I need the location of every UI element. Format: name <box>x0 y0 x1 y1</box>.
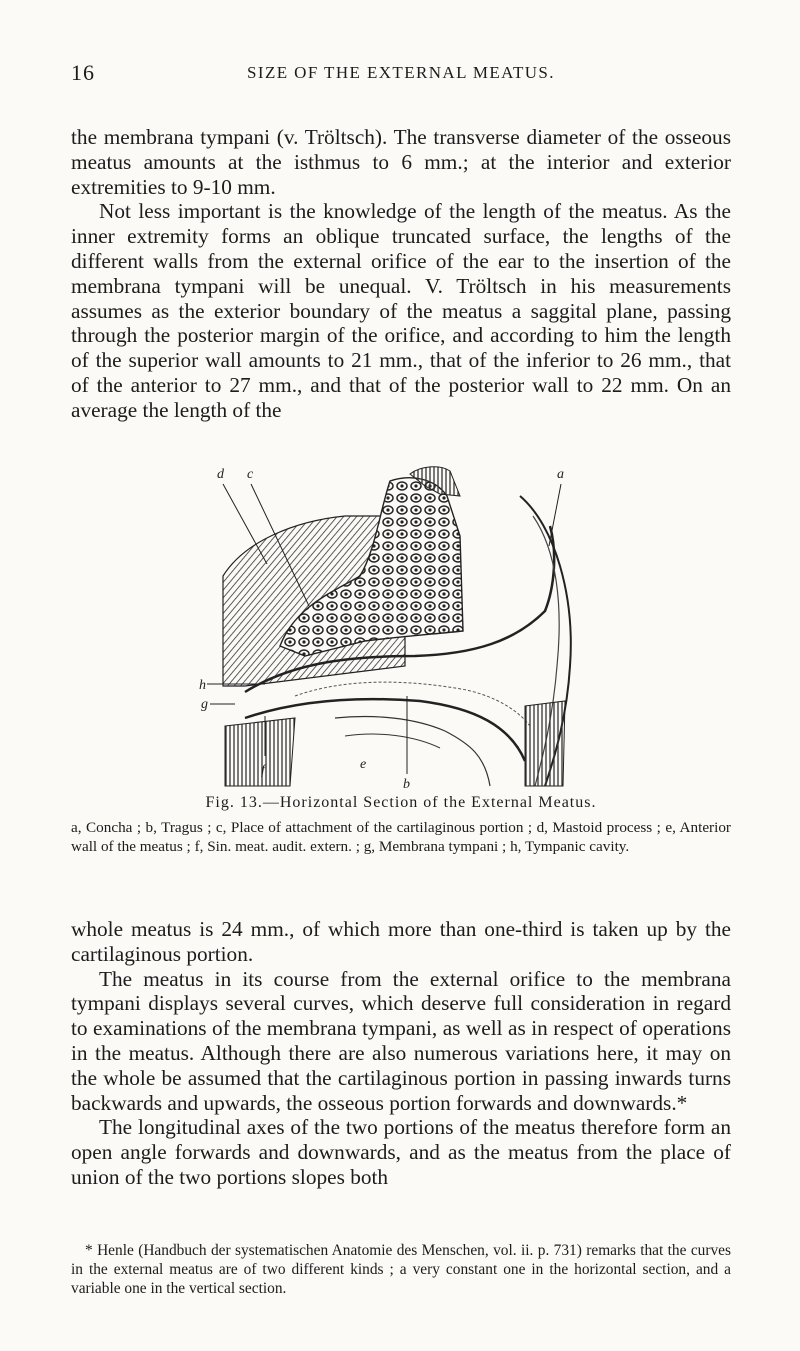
figure-label-d: d <box>217 467 224 482</box>
figure-label-g: g <box>201 697 208 712</box>
figure-label-e: e <box>360 757 367 772</box>
paragraph: The longitudinal axes of the two portions of the meatus therefore form an open angle forwards and downwards, and as the meatus from the place of union of the two portions slopes both <box>71 1115 731 1189</box>
figure-label-f: f <box>261 763 265 778</box>
figure-label-h: h <box>199 678 206 693</box>
page-header <box>71 60 731 90</box>
paragraph: whole meatus is 24 mm., of which more than one-third is taken up by the cartilaginous portion. <box>71 917 731 966</box>
footnote: * Henle (Handbuch der systematischen Anatomie des Menschen, vol. ii. p. 731) remarks that the curves in the external meatus are of two different kinds ; a very constant one in the horizontal section, and a variable one in the vertical section. <box>71 1242 731 1297</box>
figure-label-b: b <box>403 777 410 790</box>
page-number: 16 <box>71 60 95 85</box>
figure-title: Fig. 13.—Horizontal Section of the External Meatus. <box>205 794 597 811</box>
paragraph: the membrana tympani (v. Tröltsch). The transverse diameter of the osseous meatus amounts at the isthmus to 6 mm.; at the interior and exterior extremities to 9-10 mm. <box>71 125 731 199</box>
body-text-lower <box>71 917 731 1190</box>
paragraph: The meatus in its course from the external orifice to the membrana tympani displays several curves, which deserve full consideration in regard to examinations of the membrana tympani, as well as in respect of operations in the meatus. Although there are also numerous variations here, it may on the whole be assumed that the cartilaginous portion in passing inwards turns backwards and upwards, the osseous portion forwards and downwards.* <box>71 966 731 1115</box>
figure-caption: a, Concha ; b, Tragus ; c, Place of attachment of the cartilaginous portion ; d, Mastoid process ; e, Anterior wall of the meatus ; f, Sin. meat. audit. extern. ; g, Membrana tympani ; h, Tympanic cavity. <box>71 819 731 855</box>
body-text-upper <box>71 125 731 423</box>
figure-label-a: a <box>557 467 564 482</box>
figure-label-c: c <box>247 467 254 482</box>
running-head: SIZE OF THE EXTERNAL MEATUS. <box>247 63 555 82</box>
anatomical-figure <box>185 456 625 790</box>
paragraph: Not less important is the knowledge of the length of the meatus. As the inner extremity forms an oblique truncated surface, the lengths of the different walls from the external orifice of the ear to the insertion of the membrana tympani will be unequal. V. Tröltsch in his measurements assumes as the exterior boundary of the meatus a saggital plane, passing through the posterior margin of the orifice, and according to him the length of the superior wall amounts to 21 mm., that of the inferior to 26 mm., that of the anterior to 27 mm., and that of the posterior wall to 22 mm. On an average the length of the <box>71 199 731 422</box>
meatus-section-illustration <box>185 456 625 790</box>
